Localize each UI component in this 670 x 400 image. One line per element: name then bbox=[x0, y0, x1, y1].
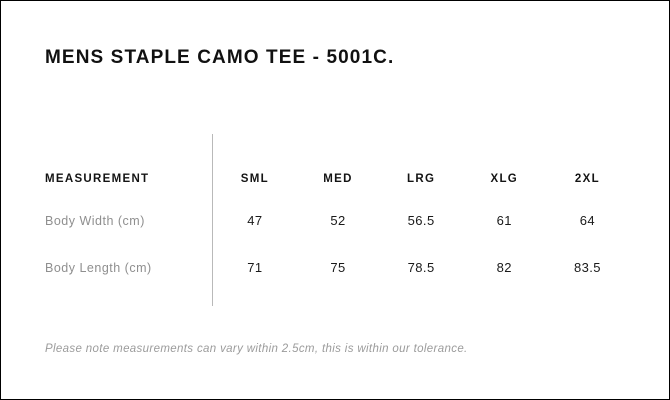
cell-body-length-sml: 71 bbox=[247, 260, 263, 275]
column-header-2xl: 2XL bbox=[574, 173, 600, 185]
cell-body-width-sml: 47 bbox=[247, 213, 263, 228]
tolerance-note: Please note measurements can vary within 2.5cm, this is within our tolerance. bbox=[45, 343, 468, 355]
row-label-body-length: Body Length (cm) bbox=[45, 260, 152, 275]
cell-body-length-lrg: 78.5 bbox=[407, 260, 435, 275]
column-header-lrg: LRG bbox=[407, 173, 436, 185]
cell-body-width-xlg: 61 bbox=[496, 213, 512, 228]
column-header-med: MED bbox=[323, 173, 353, 185]
table-header-row bbox=[45, 161, 629, 197]
page-title: MENS STAPLE CAMO TEE - 5001C. bbox=[45, 47, 395, 68]
cell-body-length-2xl: 83.5 bbox=[573, 260, 601, 275]
cell-body-width-2xl: 64 bbox=[579, 213, 596, 228]
cell-body-length-med: 75 bbox=[330, 260, 346, 275]
column-header-xlg: XLG bbox=[490, 173, 519, 185]
column-header-measurement: MEASUREMENT bbox=[45, 173, 150, 185]
column-header-sml: SML bbox=[240, 173, 269, 185]
cell-body-width-med: 52 bbox=[330, 213, 346, 228]
table-header bbox=[45, 161, 629, 197]
row-label-body-width: Body Width (cm) bbox=[45, 213, 145, 228]
table-row bbox=[45, 244, 629, 291]
cell-body-width-lrg: 56.5 bbox=[407, 213, 435, 228]
table-body bbox=[45, 197, 629, 291]
table-row bbox=[45, 197, 629, 244]
size-chart-content bbox=[1, 1, 669, 399]
size-chart-table bbox=[45, 161, 629, 291]
cell-body-length-xlg: 82 bbox=[496, 260, 512, 275]
